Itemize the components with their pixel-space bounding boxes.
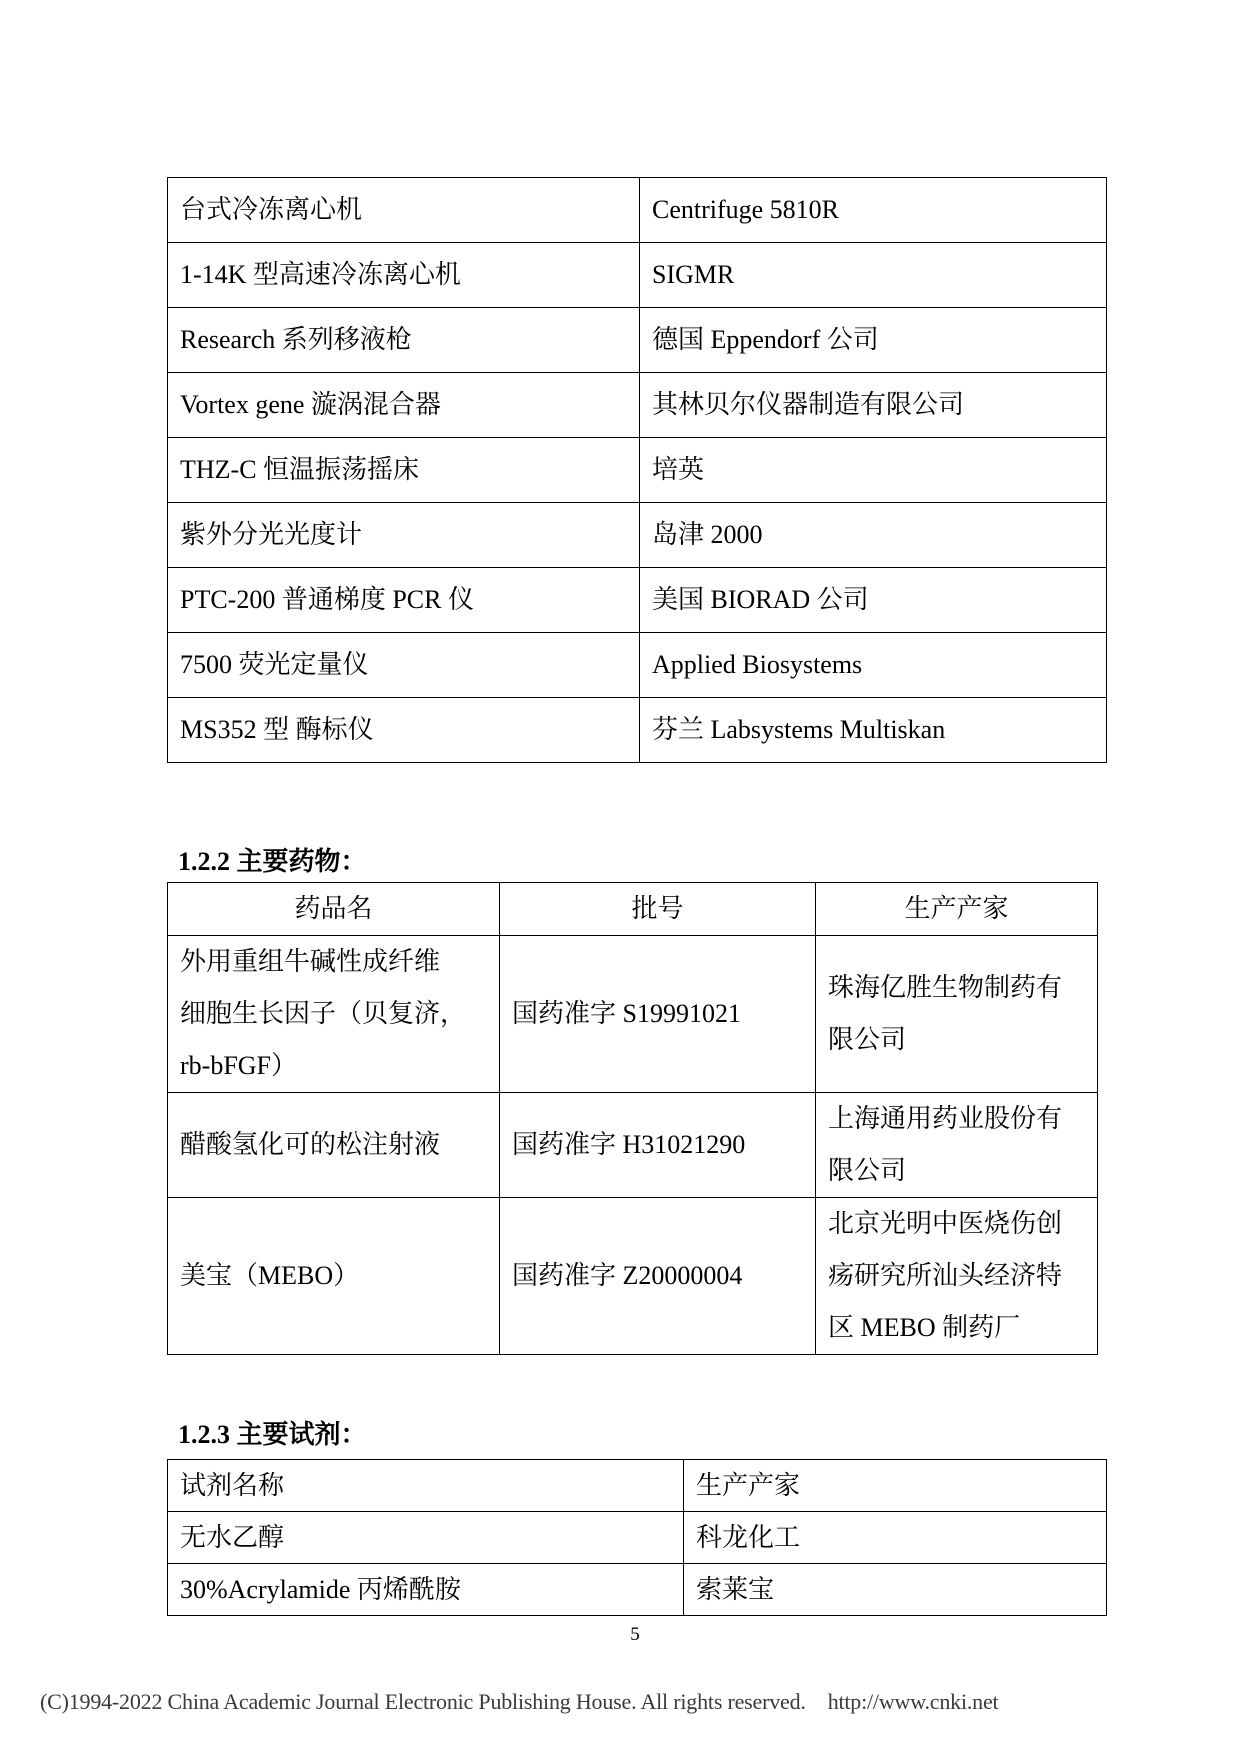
- equipment-maker: 其林贝尔仪器制造有限公司: [640, 373, 1107, 438]
- cell-line: 外用重组牛碱性成纤维: [180, 947, 441, 976]
- equipment-maker: 德国 Eppendorf 公司: [640, 308, 1107, 373]
- reagent-name: 30%Acrylamide 丙烯酰胺: [168, 1564, 684, 1616]
- equipment-maker: 美国 BIORAD 公司: [640, 568, 1107, 633]
- batch-number-cell: [500, 936, 816, 1093]
- cell-line: rb-bFGF）: [180, 1051, 298, 1080]
- manufacturer-cell: [816, 1198, 1098, 1355]
- cell-line: 醋酸氢化可的松注射液: [180, 1130, 441, 1159]
- cell-line: 限公司: [828, 1025, 907, 1054]
- reagent-maker: 生产产家: [684, 1460, 1107, 1512]
- equipment-name: 台式冷冻离心机: [168, 178, 640, 243]
- table-row: [168, 1512, 1107, 1564]
- equipment-maker: 岛津 2000: [640, 503, 1107, 568]
- equipment-name: THZ-C 恒温振荡摇床: [168, 438, 640, 503]
- equipment-maker: 培英: [640, 438, 1107, 503]
- reagent-name: 无水乙醇: [168, 1512, 684, 1564]
- equipment-maker: Centrifuge 5810R: [640, 178, 1107, 243]
- equipment-name: PTC-200 普通梯度 PCR 仪: [168, 568, 640, 633]
- column-header: 批号: [500, 883, 816, 936]
- table-header-row: [168, 883, 1098, 936]
- footer: [40, 1689, 998, 1715]
- manufacturer-cell: [816, 936, 1098, 1093]
- table-row: [168, 633, 1107, 698]
- equipment-table: [167, 177, 1107, 763]
- drug-name-cell: [168, 1198, 500, 1355]
- drug-name-cell: [168, 1093, 500, 1198]
- table-row: [168, 1093, 1098, 1198]
- cell-line: 北京光明中医烧伤创: [828, 1209, 1063, 1238]
- section-heading-drugs: 1.2.2 主要药物：: [178, 847, 367, 876]
- table-row: [168, 698, 1107, 763]
- copyright-text: (C)1994-2022 China Academic Journal Electronic Publishing House. All rights reserved.: [40, 1689, 806, 1714]
- table-row: [168, 178, 1107, 243]
- equipment-name: 7500 荧光定量仪: [168, 633, 640, 698]
- equipment-name: Research 系列移液枪: [168, 308, 640, 373]
- table-row: [168, 1198, 1098, 1355]
- table-row: [168, 438, 1107, 503]
- cell-line: 国药准字 H31021290: [512, 1130, 746, 1159]
- table-row: [168, 568, 1107, 633]
- cell-line: 国药准字 S19991021: [512, 999, 741, 1028]
- table-row: [168, 243, 1107, 308]
- column-header: 生产产家: [816, 883, 1098, 936]
- table-row: [168, 308, 1107, 373]
- reagent-maker: 科龙化工: [684, 1512, 1107, 1564]
- equipment-name: MS352 型 酶标仪: [168, 698, 640, 763]
- section-heading-reagents: 1.2.3 主要试剂：: [178, 1420, 367, 1449]
- equipment-maker: SIGMR: [640, 243, 1107, 308]
- equipment-name: 1-14K 型高速冷冻离心机: [168, 243, 640, 308]
- equipment-maker: 芬兰 Labsystems Multiskan: [640, 698, 1107, 763]
- reagent-maker: 索莱宝: [684, 1564, 1107, 1616]
- equipment-name: 紫外分光光度计: [168, 503, 640, 568]
- cell-line: 珠海亿胜生物制药有: [828, 973, 1063, 1002]
- table-row: [168, 936, 1098, 1093]
- table-row: [168, 373, 1107, 438]
- cell-line: 区 MEBO 制药厂: [828, 1313, 1021, 1342]
- reagents-table: [167, 1459, 1107, 1616]
- batch-number-cell: [500, 1093, 816, 1198]
- drugs-table: [167, 882, 1098, 1355]
- page-number: 5: [630, 1624, 640, 1645]
- footer-url: http://www.cnki.net: [827, 1689, 999, 1714]
- reagent-name: 试剂名称: [168, 1460, 684, 1512]
- batch-number-cell: [500, 1198, 816, 1355]
- table-row: [168, 1564, 1107, 1616]
- manufacturer-cell: [816, 1093, 1098, 1198]
- equipment-maker: Applied Biosystems: [640, 633, 1107, 698]
- cell-line: 美宝（MEBO）: [180, 1261, 360, 1290]
- cell-line: 上海通用药业股份有: [828, 1104, 1063, 1133]
- column-header: 药品名: [168, 883, 500, 936]
- cell-line: 细胞生长因子（贝复济，: [180, 999, 467, 1028]
- equipment-name: Vortex gene 漩涡混合器: [168, 373, 640, 438]
- table-row: [168, 503, 1107, 568]
- drug-name-cell: [168, 936, 500, 1093]
- table-row: [168, 1460, 1107, 1512]
- cell-line: 疡研究所汕头经济特: [828, 1261, 1063, 1290]
- cell-line: 限公司: [828, 1156, 907, 1185]
- cell-line: 国药准字 Z20000004: [512, 1261, 743, 1290]
